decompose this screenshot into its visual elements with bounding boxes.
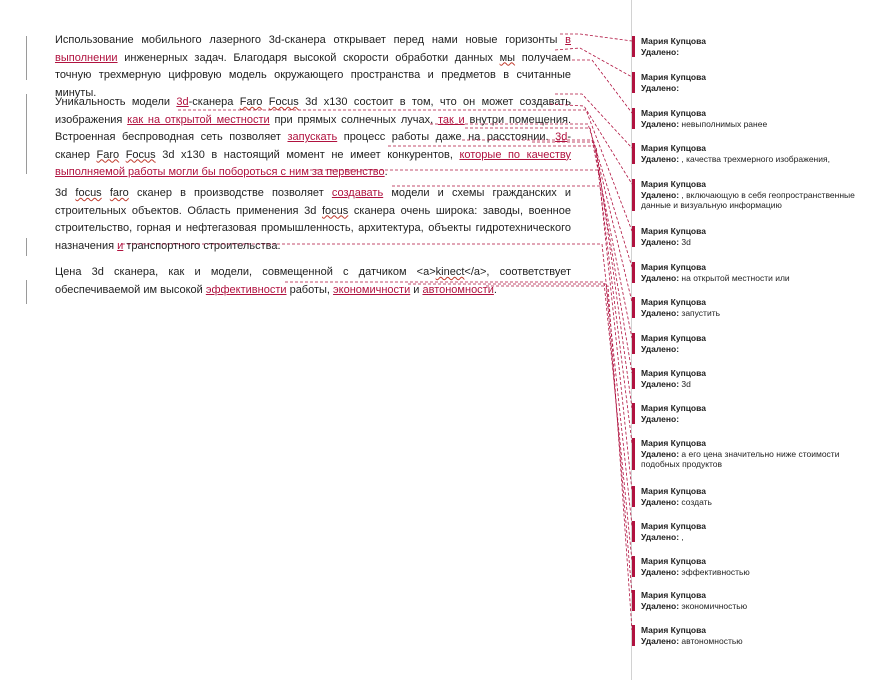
comment-balloon[interactable]: [632, 403, 876, 424]
text-run: .: [384, 166, 388, 178]
text-run: сканера очень широка: заводы, военное строительство, горная и нефтегазовая промышленность, архитектура, объекты гидротехнического назначения: [55, 204, 571, 252]
inserted-text: 3d: [555, 131, 568, 143]
comment-balloon[interactable]: [632, 590, 876, 611]
comment-author: Мария Купцова: [641, 625, 706, 635]
paragraph-3[interactable]: [55, 185, 571, 255]
text-run: -сканер: [55, 131, 571, 161]
comment-balloon[interactable]: [632, 297, 876, 318]
text-run: транспортного строительства.: [123, 239, 281, 252]
comment-balloon[interactable]: [632, 625, 876, 646]
text-run: работы,: [286, 283, 334, 296]
comment-author: Мария Купцова: [641, 297, 706, 307]
comment-label: Удалено:: [641, 82, 680, 93]
comment-text: экономичностью: [681, 600, 748, 611]
comment-label: Удалено:: [641, 153, 680, 164]
comment-text: , качества трехмерного изображения,: [681, 153, 830, 164]
comment-label: Удалено:: [641, 236, 680, 247]
text-run: внутри помещения. Встроенная беспроводная сеть позволяет: [55, 113, 571, 143]
comment-text: запустить: [681, 307, 721, 318]
comment-author: Мария Купцова: [641, 403, 706, 413]
comment-text: автономностью: [681, 635, 743, 646]
comment-author: Мария Купцова: [641, 556, 706, 566]
paragraph-1[interactable]: [55, 32, 571, 102]
comment-label: Удалено:: [641, 413, 680, 424]
spellcheck-word: Faro: [96, 148, 120, 161]
revision-connector-line: [408, 284, 632, 595]
comment-text: на открытой местности или: [681, 272, 790, 283]
comment-balloon[interactable]: [632, 72, 876, 93]
text-run: процесс работы даже на расстоянии.: [337, 131, 556, 143]
comment-author: Мария Купцова: [641, 262, 706, 272]
comment-text: 3d: [681, 378, 691, 389]
comment-text: невыполнимых ранее: [681, 118, 768, 129]
inserted-text: запускать: [287, 131, 338, 143]
paragraph-4[interactable]: [55, 264, 571, 299]
inserted-text: которые по качеству выполняемой работы могли бы побороться с ним за первенство: [55, 148, 572, 178]
spellcheck-word: focus: [321, 204, 349, 217]
text-run: Использование мобильного лазерного 3d-сканера открывает перед нами новые горизонты: [55, 34, 566, 46]
inserted-text: 3d: [176, 96, 189, 108]
change-bar: [26, 36, 27, 80]
comment-label: Удалено:: [641, 600, 680, 611]
comment-text: ,: [681, 531, 684, 542]
comment-balloon[interactable]: [632, 179, 876, 211]
comment-balloon[interactable]: [632, 438, 876, 470]
comment-text: создать: [681, 496, 712, 507]
comment-author: Мария Купцова: [641, 521, 706, 531]
comment-balloon[interactable]: [632, 36, 876, 57]
text-run: Уникальность модели: [55, 96, 177, 108]
text-run: инженерных задач. Благодаря высокой скорости обработки данных: [117, 51, 500, 64]
spellcheck-word: Focus: [268, 96, 299, 108]
comment-label: Удалено:: [641, 343, 680, 354]
inserted-text: и: [117, 239, 124, 252]
spellcheck-word: focus: [75, 187, 102, 199]
revision-connector-line: [486, 283, 632, 630]
spellcheck-word: kinect: [435, 266, 465, 278]
text-run: .: [493, 283, 497, 296]
paragraph-2[interactable]: [55, 94, 571, 182]
comment-author: Мария Купцова: [641, 72, 706, 82]
text-run: -сканера: [188, 96, 240, 108]
comment-author: Мария Купцова: [641, 486, 706, 496]
comment-text: а его цена значительно ниже стоимости подобных продуктов: [641, 448, 840, 469]
comment-label: Удалено:: [641, 272, 680, 283]
comment-label: Удалено:: [641, 46, 680, 57]
comment-text: 3d: [681, 236, 691, 247]
comment-balloon[interactable]: [632, 556, 876, 577]
comment-balloon[interactable]: [632, 333, 876, 354]
comment-label: Удалено:: [641, 566, 680, 577]
inserted-text: в выполнении: [55, 34, 571, 64]
comment-label: Удалено:: [641, 531, 680, 542]
comment-label: Удалено:: [641, 118, 680, 129]
text-run: сканер в производстве позволяет: [128, 187, 332, 199]
comment-author: Мария Купцова: [641, 590, 706, 600]
revision-connector-line: [285, 282, 632, 561]
inserted-text: эффективности: [205, 283, 287, 296]
comment-label: Удалено:: [641, 378, 680, 389]
inserted-text: экономичности: [333, 283, 411, 296]
comment-balloon[interactable]: [632, 521, 876, 542]
text-run: 3d x130 состоит в том, что он может создавать изображения: [55, 96, 571, 126]
comment-author: Мария Купцова: [641, 438, 706, 448]
change-bar: [26, 238, 27, 256]
comment-author: Мария Купцова: [641, 333, 706, 343]
inserted-text: создавать: [331, 187, 384, 199]
revision-connector-line: [572, 60, 632, 113]
comment-author: Мария Купцова: [641, 108, 706, 118]
comment-balloon[interactable]: [632, 108, 876, 129]
comment-text: эффективностью: [681, 566, 750, 577]
comment-balloon[interactable]: [632, 486, 876, 507]
text-run: 3d: [55, 187, 76, 199]
spellcheck-word: Focus: [125, 148, 156, 161]
comment-label: Удалено:: [641, 635, 680, 646]
comment-label: Удалено:: [641, 189, 680, 200]
comment-author: Мария Купцова: [641, 368, 706, 378]
text-run: 3d x130 в настоящий момент не имеет конкурентов,: [155, 148, 460, 161]
inserted-text: автономности: [422, 283, 494, 296]
comment-author: Мария Купцова: [641, 143, 706, 153]
comment-text: , включающую в себя геопространственные данные и визуальную информацию: [641, 189, 855, 210]
comment-balloon[interactable]: [632, 226, 876, 247]
text-run: получаем точную трехмерную цифровую модель окружающего пространства и предметов в считанные минуты.: [55, 51, 571, 99]
change-bar: [26, 280, 27, 304]
text-run: [102, 187, 110, 199]
comment-author: Мария Купцова: [641, 226, 706, 236]
inserted-text: так и: [437, 113, 465, 126]
comment-label: Удалено:: [641, 496, 680, 507]
text-run: </a>, соответствует обеспечиваемой им высокой: [55, 266, 572, 296]
comment-label: Удалено:: [641, 307, 680, 318]
comment-balloon[interactable]: [632, 368, 876, 389]
comment-balloon[interactable]: [632, 262, 876, 283]
comment-label: Удалено:: [641, 448, 680, 459]
text-run: Цена 3d сканера, как и модели, совмещенной с датчиком <a>: [55, 266, 436, 278]
spellcheck-word: faro: [109, 187, 129, 199]
comment-author: Мария Купцова: [641, 179, 706, 189]
text-run: модели и схемы гражданских и строительных объектов. Область применения 3d: [55, 187, 572, 217]
change-bar: [26, 94, 27, 174]
text-run: при прямых солнечных лучах,: [269, 113, 438, 126]
comment-balloon[interactable]: [632, 143, 876, 164]
spellcheck-word: мы: [499, 51, 516, 64]
spellcheck-word: Faro: [239, 96, 263, 108]
text-run: и: [410, 283, 423, 296]
comment-author: Мария Купцова: [641, 36, 706, 46]
inserted-text: как на открытой местности: [127, 113, 270, 126]
